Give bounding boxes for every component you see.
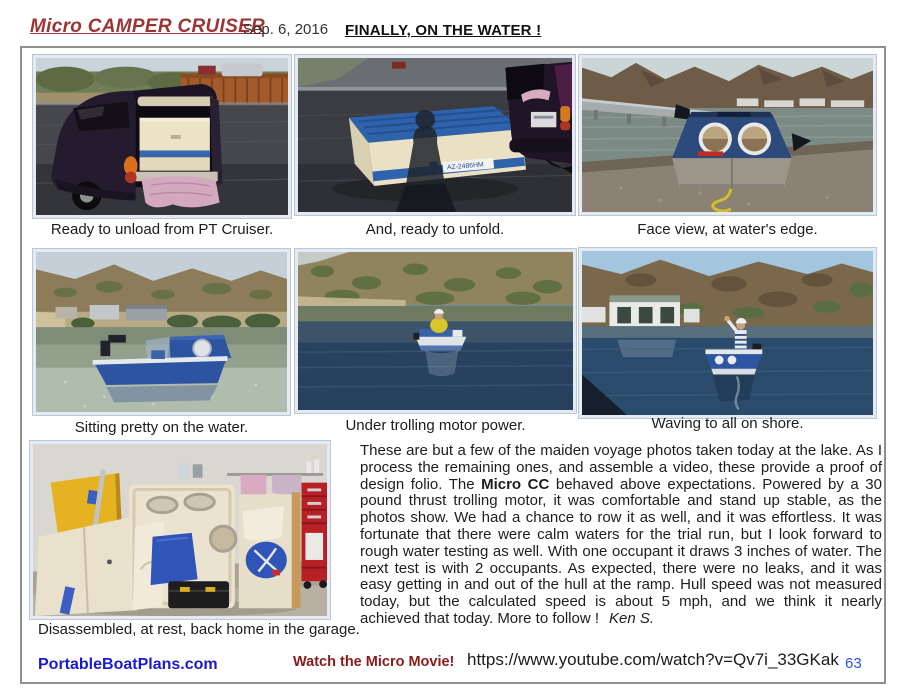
article-p2: behaved above expectations. Powered by a 30 pound thrust trolling motor, it was comfortable and stand up stable, as the photos show. We had a chance to row it as well, and it was effortless. It was fortunate that there were calm waters for the trial run, but I look forward to rough water testing as well. With one occupant it draws 3 inches of water. The next test is with 2 occupants. As expected, there were no leaks, and it was easy getting in and out of the hull at the ramp. Hull speed was not measured today, but the calculated speed is about 5 mph, and we think it nearly achieved that today. More to follow ! bbox=[360, 475, 882, 627]
boat-face-view-illustration bbox=[582, 58, 873, 212]
caption-unload: Ready to unload from PT Cruiser. bbox=[50, 221, 274, 238]
article-signature: Ken S. bbox=[609, 609, 655, 627]
boat-on-lake-illustration bbox=[298, 252, 573, 410]
site-link[interactable]: PortableBoatPlans.com bbox=[38, 656, 218, 673]
caption-trolling-motor: Under trolling motor power. bbox=[345, 417, 526, 434]
page-title: Micro CAMPER CRUISER bbox=[30, 16, 266, 37]
caption-sitting-pretty: Sitting pretty on the water. bbox=[74, 419, 249, 436]
photo-ready-to-unfold bbox=[295, 55, 575, 215]
article-text bbox=[360, 443, 882, 631]
boat-side-view-illustration bbox=[36, 252, 287, 412]
youtube-url[interactable]: https://www.youtube.com/watch?v=Qv7i_33GKak bbox=[467, 650, 839, 669]
garage-illustration bbox=[33, 444, 327, 616]
pt-cruiser-unload-illustration bbox=[36, 58, 288, 215]
headline: FINALLY, ON THE WATER ! bbox=[345, 22, 542, 39]
photo-waving bbox=[579, 248, 876, 418]
caption-face-view: Face view, at water's edge. bbox=[637, 221, 818, 238]
article-p1: These are but a few of the maiden voyage photos taken today at the lake. As I process the remaining ones, and assemble a video, these provide a proof of design folio. The bbox=[360, 442, 882, 493]
waving-on-boat-illustration bbox=[582, 251, 873, 415]
watch-movie-link[interactable]: Watch the Micro Movie! bbox=[293, 654, 455, 670]
svg-text:AZ-2486HM: AZ-2486HM bbox=[446, 161, 484, 172]
page-number: 63 bbox=[845, 655, 862, 672]
caption-waving: Waving to all on shore. bbox=[651, 415, 804, 432]
photo-face-view-waters-edge bbox=[579, 55, 876, 215]
article-bold-micro-cc: Micro CC bbox=[481, 475, 550, 493]
photo-pt-cruiser-unload bbox=[33, 55, 291, 218]
caption-unfold: And, ready to unfold. bbox=[365, 221, 505, 238]
caption-garage: Disassembled, at rest, back home in the garage. bbox=[38, 621, 360, 638]
photo-trolling-motor bbox=[295, 249, 576, 413]
photo-sitting-pretty bbox=[33, 249, 290, 415]
date-label: Sep. 6, 2016 bbox=[243, 21, 329, 38]
folded-boat-illustration bbox=[298, 58, 572, 212]
photo-garage-disassembled bbox=[30, 441, 330, 619]
